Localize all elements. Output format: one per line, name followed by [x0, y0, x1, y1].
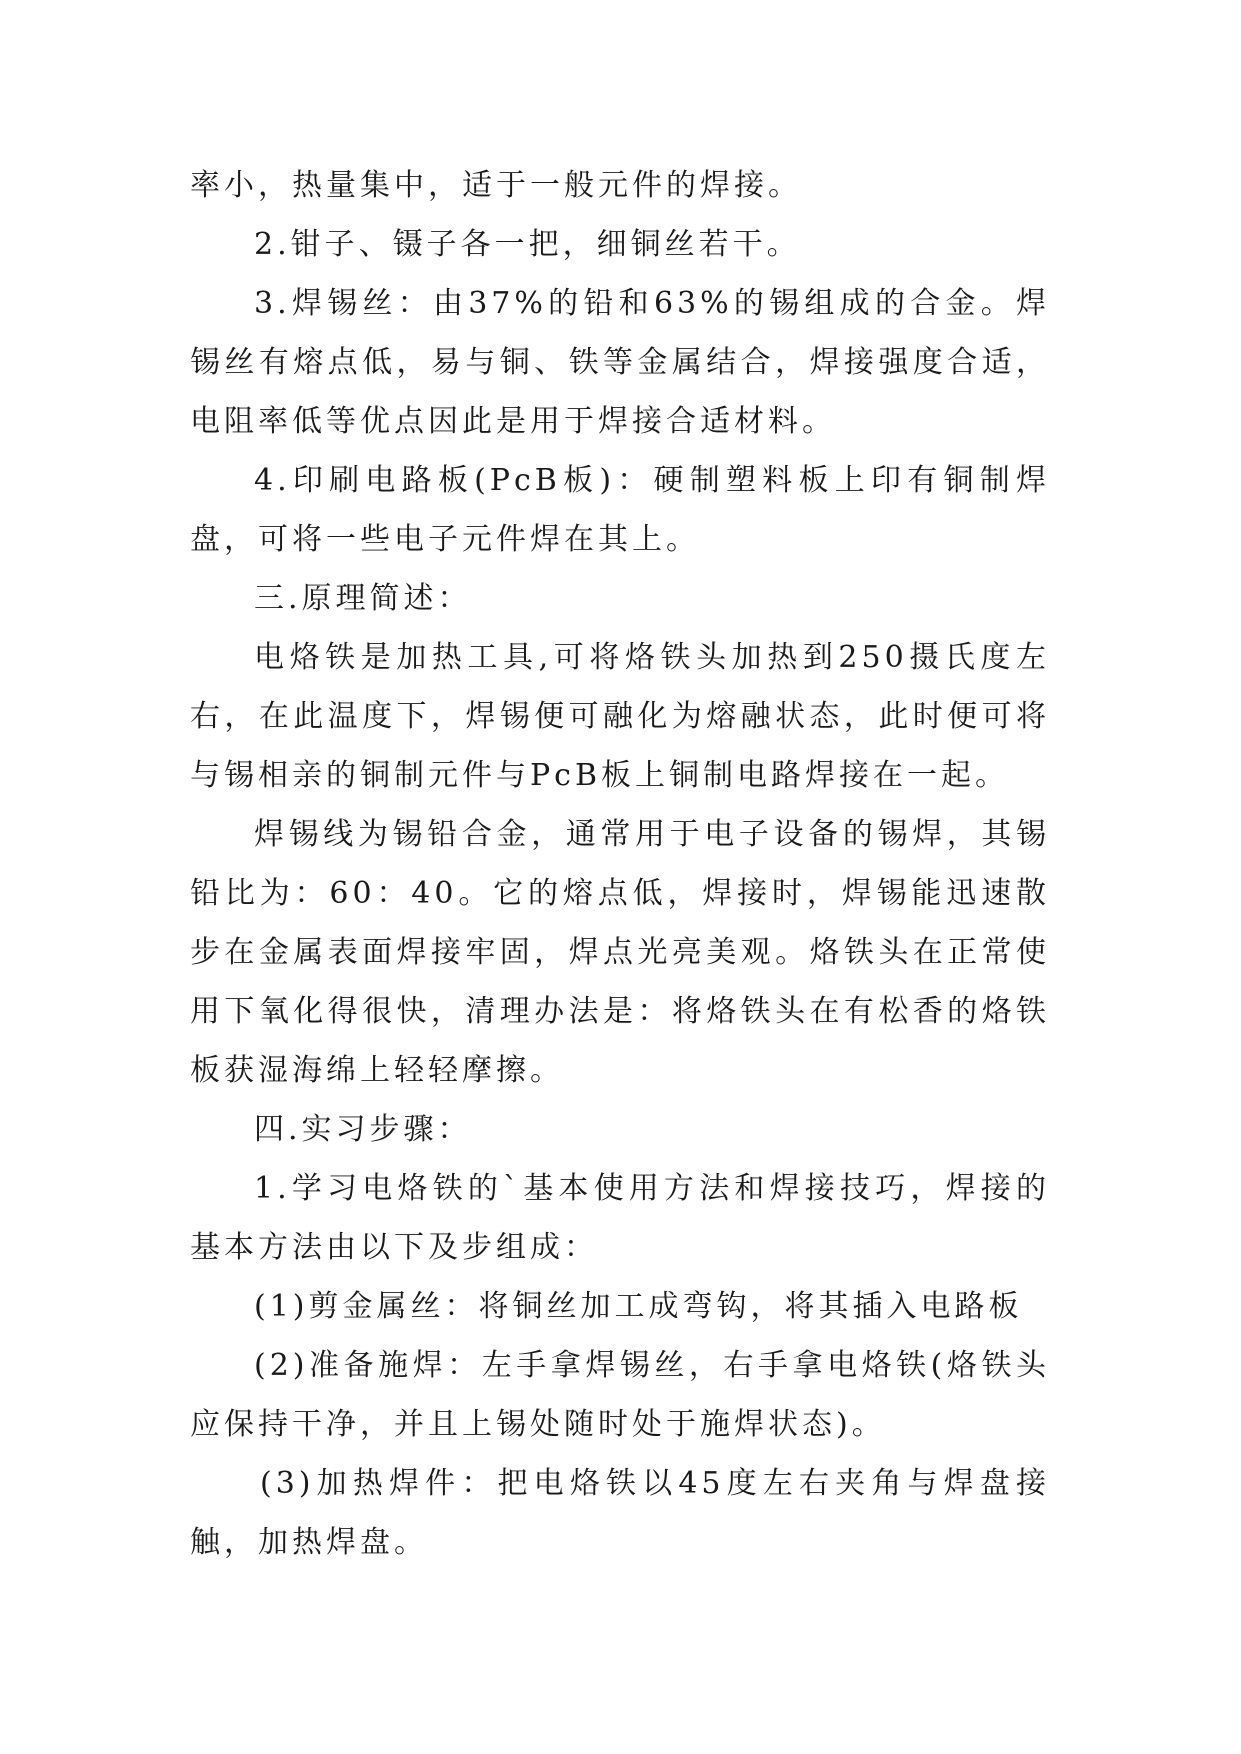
paragraph-solder-wire-alloy: 焊锡线为锡铅合金，通常用于电子设备的锡焊，其锡铅比为：60：40。它的熔点低，焊接时，焊锡能迅速散步在金属表面焊接牢固，焊点光亮美观。烙铁头在正常使用下氧化得很快，清理办法是：将烙铁头在有松香的烙铁板获湿海绵上轻轻摩擦。 [190, 817, 1050, 1088]
step-learn-basics: 1.学习电烙铁的`基本使用方法和焊接技巧，焊接的基本方法由以下及步组成： [190, 1171, 1050, 1265]
section-heading-steps: 四.实习步骤： [254, 1112, 472, 1147]
list-item-pliers-tweezers: 2.钳子、镊子各一把，细铜丝若干。 [254, 227, 801, 262]
paragraph-continuation: 率小，热量集中，适于一般元件的焊接。 [190, 168, 802, 203]
document-body [190, 156, 1050, 1572]
step-cut-wire: (1)剪金属丝：将铜丝加工成弯钩，将其插入电路板 [254, 1289, 1023, 1324]
list-item-solder-wire: 3.焊锡丝：由37%的铅和63%的锡组成的合金。焊锡丝有熔点低，易与铜、铁等金属结合，焊接强度合适，电阻率低等优点因此是用于焊接合适材料。 [190, 286, 1050, 439]
list-item-pcb-board: 4.印刷电路板(PcB板)：硬制塑料板上印有铜制焊盘，可将一些电子元件焊在其上。 [190, 463, 1050, 557]
paragraph-soldering-iron: 电烙铁是加热工具,可将烙铁头加热到250摄氏度左右，在此温度下，焊锡便可融化为熔融状态，此时便可将与锡相亲的铜制元件与PcB板上铜制电路焊接在一起。 [190, 640, 1050, 793]
step-heat-workpiece: (3)加热焊件：把电烙铁以45度左右夹角与焊盘接触，加热焊盘。 [190, 1466, 1050, 1560]
step-prepare-soldering: (2)准备施焊：左手拿焊锡丝，右手拿电烙铁(烙铁头应保持干净，并且上锡处随时处于施焊状态)。 [190, 1348, 1050, 1442]
section-heading-principle: 三.原理简述： [254, 581, 472, 616]
